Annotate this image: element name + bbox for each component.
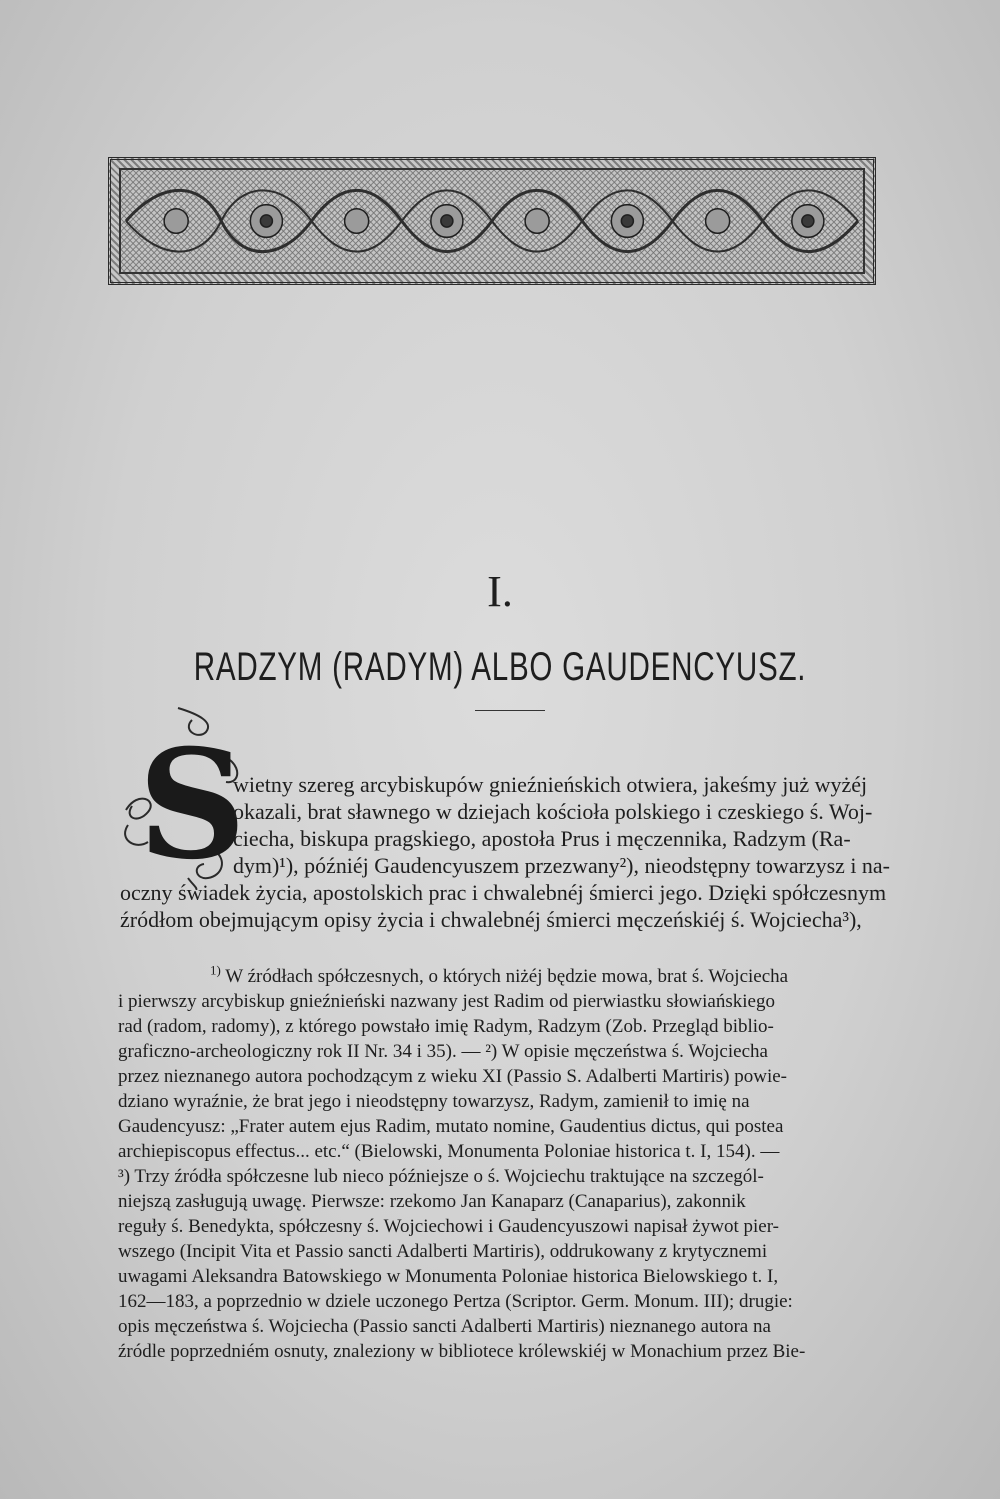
ornamental-headband: [108, 157, 876, 285]
chapter-number: I.: [487, 567, 513, 616]
body-line: ciecha, biskupa pragskiego, apostoła Prus i męczennika, Radzym (Ra-: [233, 826, 851, 851]
footnote-line: graficzno-archeologiczny rok II Nr. 34 i 35). — ²) W opisie męczeństwa ś. Wojciecha: [118, 1041, 768, 1062]
body-line: oczny świadek życia, apostolskich prac i chwalebnéj śmierci jego. Dzięki spółczesnym: [120, 880, 887, 905]
title-divider: [475, 710, 545, 711]
footnote-line: wszego (Incipit Vita et Passio sancti Adalberti Martiris), oddrukowany z krytycznemi: [118, 1241, 768, 1262]
decorated-initial: [118, 700, 247, 893]
footnote-text: W źródłach spółczesnych, o których niżéj będzie mowa, brat ś. Wojciecha: [225, 966, 789, 987]
body-line: dym)¹), późniéj Gaudencyuszem przezwany²), nieodstępny towarzysz i na-: [233, 853, 890, 878]
footnote-line: Gaudencyusz: „Frater autem ejus Radim, mutato nomine, Gaudentius dictus, qui postea: [118, 1116, 784, 1137]
footnote-line: opis męczeństwa ś. Wojciecha (Passio sancti Adalberti Martiris) nieznanego autora na: [118, 1316, 771, 1337]
footnote-line: reguły ś. Benedykta, spółczesny ś. Wojciechowi i Gaudencyuszowi napisał żywot pier-: [118, 1216, 779, 1237]
footnote-line: ³) Trzy źródła spółczesne lub nieco późniejsze o ś. Wojciechu traktujące na szczegól-: [118, 1166, 764, 1187]
footnote-line: rad (radom, radomy), z którego powstało imię Radym, Radzym (Zob. Przegląd biblio-: [118, 1016, 774, 1037]
floral-ornament-icon: [121, 170, 863, 272]
chapter-title: RADZYM (RADYM) ALBO GAUDENCYUSZ.: [193, 645, 807, 689]
footnote-line: 162—183, a poprzednio w dziele uczonego Pertza (Scriptor. Germ. Monum. III); drugie:: [118, 1291, 793, 1312]
footnote-line: i pierwszy arcybiskup gnieźnieński nazwany jest Radim od pierwiastku słowiańskiego: [118, 991, 775, 1012]
body-line: wietny szereg arcybiskupów gnieźnieńskich otwiera, jakeśmy już wyżéj: [233, 772, 868, 797]
footnote-line: [210, 962, 789, 988]
body-line: źródłom obejmującym opisy życia i chwalebnéj śmierci męczeńskiéj ś. Wojciecha³),: [120, 907, 862, 932]
footnote-line: uwagami Aleksandra Batowskiego w Monumenta Poloniae historica Bielowskiego t. I,: [118, 1266, 779, 1287]
footnote-line: źródle poprzedniém osnuty, znaleziony w bibliotece królewskiéj w Monachium przez Bie-: [118, 1341, 806, 1362]
footnote-mark: 1): [210, 962, 221, 978]
initial-letter: S: [138, 717, 247, 893]
footnote-line: przez nieznanego autora pochodzącym z wieku XI (Passio S. Adalberti Martiris) powie-: [118, 1066, 787, 1087]
footnote-line: archiepiscopus effectus... etc.“ (Bielowski, Monumenta Poloniae historica t. I, 154). —: [118, 1141, 780, 1162]
footnote-line: dziano wyraźnie, że brat jego i nieodstępny towarzysz, Radym, zamienił to imię na: [118, 1091, 750, 1112]
body-line: okazali, brat sławnego w dziejach kościoła polskiego i czeskiego ś. Woj-: [233, 799, 873, 824]
footnote-line: niejszą zasługują uwagę. Pierwsze: rzekomo Jan Kanaparz (Canaparius), zakonnik: [118, 1191, 746, 1212]
